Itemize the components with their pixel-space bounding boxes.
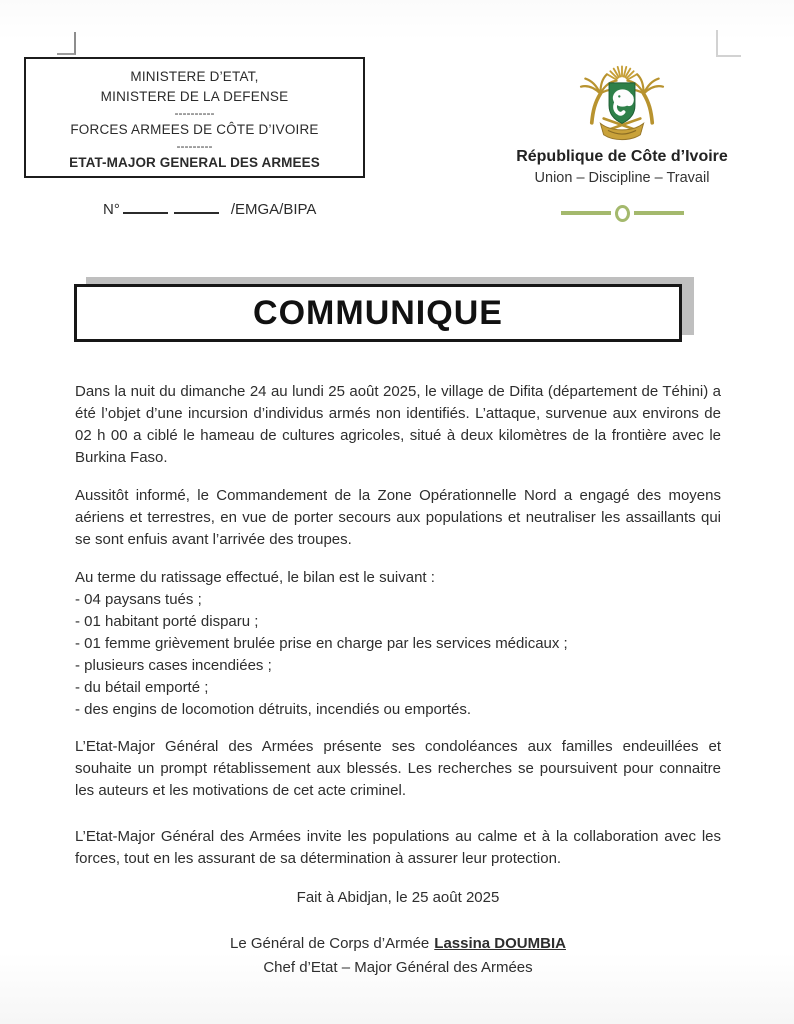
reference-blank-line bbox=[123, 199, 168, 214]
ministry-line-2: MINISTERE DE LA DEFENSE bbox=[100, 89, 289, 104]
list-item: - 04 paysans tués ; bbox=[75, 591, 202, 608]
paragraph-incident: Dans la nuit du dimanche 24 au lundi 25 août 2025, le village de Difita (département de Téhini) a été l’objet d’une incursion d’individus armés non identifiés. L’attaque, survenue aux environs de 02 h 00 a ciblé le hameau de cultures agricoles, situé à deux kilomètres de la frontière avec le Burkina Faso. bbox=[75, 383, 721, 466]
etat-major-line: ETAT-MAJOR GENERAL DES ARMEES bbox=[69, 155, 320, 170]
dash-separator: ---------- bbox=[174, 106, 215, 120]
signatory-rank: Le Général de Corps d’Armée bbox=[230, 935, 430, 952]
list-item: - 01 habitant porté disparu ; bbox=[75, 613, 259, 630]
dateline: Fait à Abidjan, le 25 août 2025 bbox=[296, 889, 500, 906]
communique-title: COMMUNIQUE bbox=[253, 293, 503, 332]
crop-mark-top-left-icon bbox=[57, 32, 76, 55]
ornament-divider-icon bbox=[552, 203, 692, 223]
crop-mark-top-right-icon bbox=[716, 30, 741, 57]
list-item: - 01 femme grièvement brulée prise en charge par les services médicaux ; bbox=[75, 635, 568, 652]
divider-line bbox=[634, 211, 684, 215]
dash-separator: --------- bbox=[176, 139, 213, 153]
letterhead-box bbox=[24, 57, 365, 178]
paragraph-condolences: L’Etat-Major Général des Armées présente ses condoléances aux familles endeuillées et souhaite un prompt rétablissement aux blessés. Les recherches se poursuivent pour connaitre les auteurs et les motivations de cet acte criminel. bbox=[75, 738, 721, 799]
paragraph-military-response: Aussitôt informé, le Commandement de la Zone Opérationnelle Nord a engagé des moyens aériens et terrestres, en vue de porter secours aux populations et neutraliser les assaillants qui se sont enfuis avant l’arrivée des troupes. bbox=[75, 487, 721, 548]
communique-title-box bbox=[74, 284, 682, 342]
forces-armees-line: FORCES ARMEES DE CÔTE D’IVOIRE bbox=[70, 122, 319, 137]
republic-name: République de Côte d’Ivoire bbox=[516, 148, 728, 165]
paragraph-appeal-to-calm: L’Etat-Major Général des Armées invite les populations au calme et à la collaboration avec les forces, tout en les assurant de sa détermination à assurer leur protection. bbox=[75, 828, 721, 867]
reference-blank-line bbox=[174, 199, 219, 214]
coat-of-arms-icon bbox=[568, 54, 676, 142]
signature-line-title: Chef d’Etat – Major Général des Armées bbox=[263, 959, 533, 976]
reference-suffix: /EMGA/BIPA bbox=[230, 201, 317, 218]
divider-ring bbox=[615, 205, 630, 222]
list-item: - des engins de locomotion détruits, incendiés ou emportés. bbox=[75, 701, 472, 718]
casualty-report-intro: Au terme du ratissage effectué, le bilan est le suivant : bbox=[75, 569, 435, 586]
list-item: - du bétail emporté ; bbox=[75, 679, 209, 696]
list-item: - plusieurs cases incendiées ; bbox=[75, 657, 272, 674]
casualty-list bbox=[75, 589, 721, 721]
document-body bbox=[75, 381, 721, 980]
republic-motto: Union – Discipline – Travail bbox=[534, 170, 710, 186]
reference-prefix: N° bbox=[103, 201, 120, 218]
signature-line-rank bbox=[75, 932, 721, 956]
divider-line bbox=[561, 211, 611, 215]
reference-number-line bbox=[103, 199, 316, 218]
ministry-line-1: MINISTERE D’ETAT, bbox=[130, 69, 259, 84]
signatory-name: Lassina DOUMBIA bbox=[434, 935, 566, 952]
